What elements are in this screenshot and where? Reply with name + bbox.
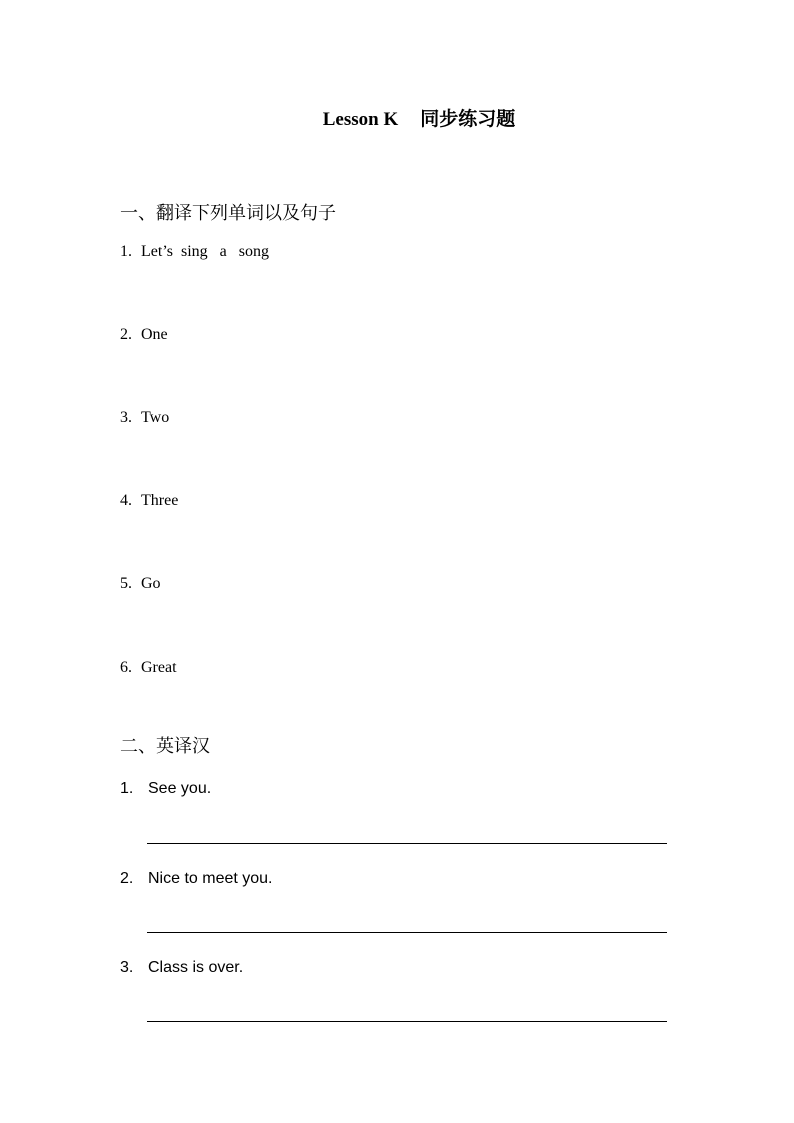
item-number: 1. [120,243,132,260]
item-text: See you. [148,780,212,797]
item-text: Three [141,492,179,509]
item-number: 6. [120,659,132,676]
translate-item-2 [120,326,168,344]
answer-line-3[interactable] [147,1021,667,1022]
answer-line-1[interactable] [147,843,667,844]
section-2-heading: 二、英译汉 [120,736,210,757]
item-number: 4. [120,492,132,509]
item-text: Two [141,409,170,426]
item-text: Class is over. [148,959,244,976]
translate-item-6 [120,659,177,677]
item-number: 2. [120,326,132,343]
english-chinese-item-2 [120,870,273,888]
item-text: Let’s sing a song [141,243,269,260]
translate-item-1 [120,243,269,261]
translate-item-5 [120,575,161,593]
item-text: Great [141,659,177,676]
lesson-title: Lesson K [322,109,399,130]
english-chinese-item-1 [120,780,211,798]
item-number: 5. [120,575,132,592]
item-number: 2. [120,870,134,887]
translate-item-3 [120,409,169,427]
item-number: 3. [120,409,132,426]
section-1-heading: 一、翻译下列单词以及句子 [120,203,336,224]
lesson-subtitle: 同步练习题 [420,109,516,130]
item-number: 1. [120,780,134,797]
page-title [0,104,794,131]
translate-item-4 [120,492,178,510]
english-chinese-item-3 [120,959,243,977]
item-text: Go [141,575,161,592]
item-number: 3. [120,959,134,976]
answer-line-2[interactable] [147,932,667,933]
item-text: One [141,326,168,343]
item-text: Nice to meet you. [148,870,273,887]
